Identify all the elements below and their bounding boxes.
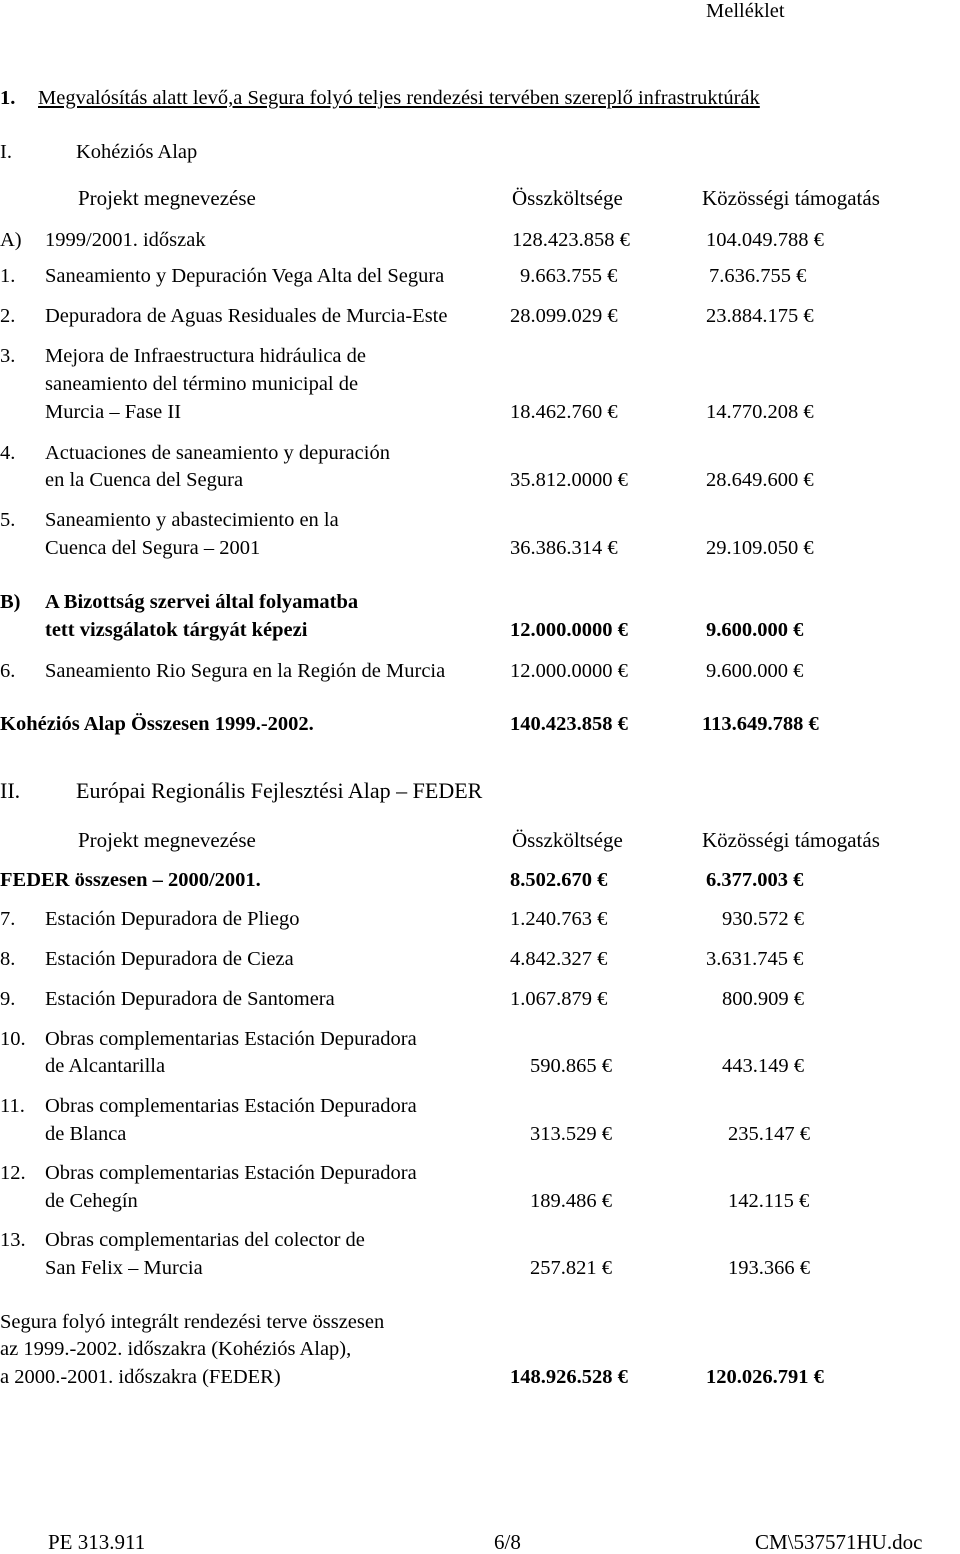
grand-total-line1: Segura folyó integrált rendezési terve összesen (0, 1311, 385, 1333)
item-support: 930.572 € (722, 908, 804, 930)
period-B-total: 12.000.0000 € (510, 619, 628, 641)
item-name-line1: Obras complementarias Estación Depuradora (45, 1095, 417, 1117)
item-name: Saneamiento y Depuración Vega Alta del Segura (45, 265, 445, 287)
item-number: 4. (0, 442, 16, 464)
item-number: 9. (0, 988, 16, 1010)
item-total: 12.000.0000 € (510, 660, 628, 682)
item-total: 35.812.0000 € (510, 469, 628, 491)
item-name-line2: saneamiento del término municipal de (45, 373, 359, 395)
item-name-line1: Obras complementarias Estación Depuradora (45, 1162, 417, 1184)
item-number: 11. (0, 1095, 25, 1117)
item-name-line2: de Cehegín (45, 1190, 138, 1212)
item-name-line1: Mejora de Infraestructura hidráulica de (45, 345, 367, 367)
item-support: 9.600.000 € (706, 660, 804, 682)
item-name-line1: Saneamiento y abastecimiento en la (45, 509, 339, 531)
header-support: Közösségi támogatás (702, 828, 880, 852)
item-number: 6. (0, 660, 16, 682)
header-support: Közösségi támogatás (702, 186, 880, 210)
footer-page-number: 6/8 (494, 1530, 521, 1554)
annex-label: Melléklet (706, 0, 785, 22)
item-number: 10. (0, 1028, 26, 1050)
item-support: 14.770.208 € (706, 401, 814, 423)
cohesion-support-value: 113.649.788 € (702, 713, 819, 735)
footer-doc-ref: PE 313.911 (48, 1530, 146, 1554)
feder-total-label: FEDER összesen – 2000/2001. (0, 869, 261, 891)
period-B-support: 9.600.000 € (706, 619, 804, 641)
part-II-title: Európai Regionális Fejlesztési Alap – FEDER (76, 778, 483, 803)
item-number: 8. (0, 948, 16, 970)
item-name-line2: de Alcantarilla (45, 1055, 166, 1077)
footer-file-name: CM\537571HU.doc (755, 1530, 923, 1554)
period-B-label: B) (0, 591, 21, 613)
cohesion-total-label: Kohéziós Alap Összesen 1999.-2002. (0, 713, 314, 735)
header-total: Összköltsége (512, 828, 623, 852)
item-total: 1.240.763 € (510, 908, 608, 930)
item-number: 1. (0, 265, 16, 287)
item-name: Estación Depuradora de Cieza (45, 948, 294, 970)
item-number: 5. (0, 509, 16, 531)
item-number: 13. (0, 1229, 26, 1251)
item-total: 28.099.029 € (510, 305, 618, 327)
item-number: 3. (0, 345, 16, 367)
grand-total-line2: az 1999.-2002. időszakra (Kohéziós Alap), (0, 1338, 352, 1360)
item-support: 7.636.755 € (709, 265, 807, 287)
period-A-title: 1999/2001. időszak (45, 229, 206, 251)
feder-total-value: 8.502.670 € (510, 869, 608, 891)
period-B-line1: A Bizottság szervei által folyamatba (45, 591, 359, 613)
period-B-line2: tett vizsgálatok tárgyát képezi (45, 619, 308, 641)
item-support: 3.631.745 € (706, 948, 804, 970)
item-name: Estación Depuradora de Santomera (45, 988, 335, 1010)
item-support: 235.147 € (728, 1123, 810, 1145)
item-support: 142.115 € (728, 1190, 810, 1212)
item-name-line2: Cuenca del Segura – 2001 (45, 537, 261, 559)
item-support: 800.909 € (722, 988, 804, 1010)
part-I-title: Kohéziós Alap (76, 141, 198, 163)
item-name: Depuradora de Aguas Residuales de Murcia-Este (45, 305, 448, 327)
part-II-number: II. (0, 778, 21, 803)
item-name-line1: Actuaciones de saneamiento y depuración (45, 442, 390, 464)
header-total: Összköltsége (512, 186, 623, 210)
item-support: 443.149 € (722, 1055, 804, 1077)
period-A-label: A) (0, 229, 22, 251)
item-total: 4.842.327 € (510, 948, 608, 970)
item-name-line2: de Blanca (45, 1123, 127, 1145)
item-support: 28.649.600 € (706, 469, 814, 491)
item-number: 12. (0, 1162, 26, 1184)
item-support: 193.366 € (728, 1257, 810, 1279)
item-total: 590.865 € (530, 1055, 612, 1077)
grand-total-value: 148.926.528 € (510, 1366, 628, 1388)
part-I-number: I. (0, 141, 12, 163)
item-total: 18.462.760 € (510, 401, 618, 423)
item-name-line2: en la Cuenca del Segura (45, 469, 244, 491)
header-project: Projekt megnevezése (78, 828, 256, 852)
item-number: 2. (0, 305, 16, 327)
item-support: 29.109.050 € (706, 537, 814, 559)
item-total: 36.386.314 € (510, 537, 618, 559)
item-number: 7. (0, 908, 16, 930)
section-number: 1. (0, 87, 16, 109)
item-total: 189.486 € (530, 1190, 612, 1212)
item-name: Saneamiento Rio Segura en la Región de Murcia (45, 660, 446, 682)
item-total: 1.067.879 € (510, 988, 608, 1010)
grand-support-value: 120.026.791 € (706, 1366, 824, 1388)
item-name-line3: Murcia – Fase II (45, 401, 182, 423)
item-name-line1: Obras complementarias Estación Depuradora (45, 1028, 417, 1050)
section-title: Megvalósítás alatt levő,a Segura folyó teljes rendezési tervében szereplő infrastruktúrák (38, 87, 760, 109)
item-total: 9.663.755 € (520, 265, 618, 287)
item-total: 313.529 € (530, 1123, 612, 1145)
item-name: Estación Depuradora de Pliego (45, 908, 300, 930)
item-total: 257.821 € (530, 1257, 612, 1279)
item-support: 23.884.175 € (706, 305, 814, 327)
item-name-line1: Obras complementarias del colector de (45, 1229, 365, 1251)
item-name-line2: San Felix – Murcia (45, 1257, 203, 1279)
cohesion-total-value: 140.423.858 € (510, 713, 628, 735)
period-A-total: 128.423.858 € (512, 229, 630, 251)
header-project: Projekt megnevezése (78, 186, 256, 210)
period-A-support: 104.049.788 € (706, 229, 824, 251)
grand-total-line3: a 2000.-2001. időszakra (FEDER) (0, 1366, 281, 1388)
feder-support-value: 6.377.003 € (706, 869, 804, 891)
